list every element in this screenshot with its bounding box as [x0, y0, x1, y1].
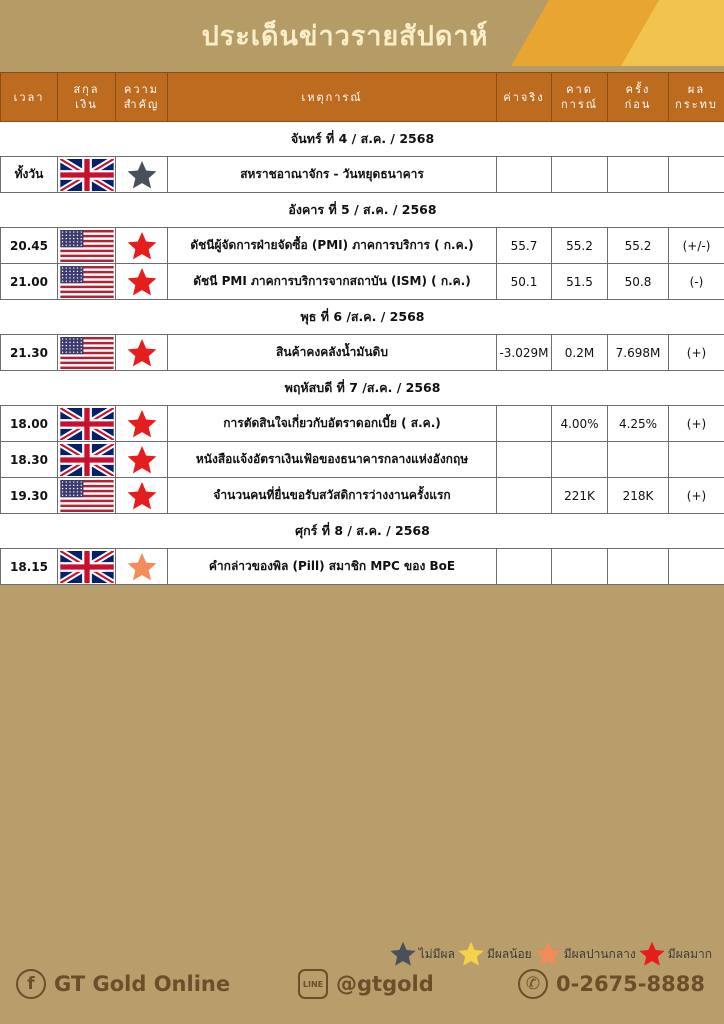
uk-flag-icon	[58, 406, 116, 442]
day-row	[1, 122, 724, 157]
actual-value: 55.7	[497, 228, 552, 264]
table-row	[1, 228, 724, 264]
forecast-value: 4.00%	[552, 406, 608, 442]
line-label: @gtgold	[336, 972, 434, 996]
previous-value	[608, 442, 669, 478]
actual-value	[497, 549, 552, 585]
day-label: จันทร์ ที่ 4 / ส.ค. / 2568	[1, 122, 724, 157]
importance-star-icon	[116, 228, 168, 264]
impact-value	[669, 157, 724, 193]
day-label: พุธ ที่ 6 /ส.ค. / 2568	[1, 300, 724, 335]
impact-value	[669, 442, 724, 478]
event-name: หนังสือแจ้งอัตราเงินเฟ้อของธนาคารกลางแห่งอังกฤษ	[168, 442, 497, 478]
event-name: สหราชอาณาจักร - วันหยุดธนาคาร	[168, 157, 497, 193]
previous-value: 55.2	[608, 228, 669, 264]
table-header-row	[1, 73, 724, 122]
facebook-icon: f	[16, 969, 46, 999]
facebook-contact[interactable]	[16, 969, 230, 999]
table-row	[1, 406, 724, 442]
uk-flag-icon	[58, 549, 116, 585]
event-time: ทั้งวัน	[1, 157, 58, 193]
column-header: ครั้ง ก่อน	[608, 73, 669, 122]
us-flag-icon	[58, 264, 116, 300]
day-row	[1, 514, 724, 549]
event-time: 19.30	[1, 478, 58, 514]
page-title: ประเด็นข่าวรายสัปดาห์	[201, 21, 489, 52]
event-name: คำกล่าวของพิล (Pill) สมาชิก MPC ของ BoE	[168, 549, 497, 585]
uk-flag-icon	[58, 157, 116, 193]
event-name: ดัชนีผู้จัดการฝ่ายจัดซื้อ (PMI) ภาคการบริการ ( ก.ค.)	[168, 228, 497, 264]
table-row	[1, 335, 724, 371]
legend-label: มีผลมาก	[667, 946, 712, 961]
previous-value: 218K	[608, 478, 669, 514]
impact-value: (-)	[669, 264, 724, 300]
importance-star-icon	[116, 442, 168, 478]
day-label: อังคาร ที่ 5 / ส.ค. / 2568	[1, 193, 724, 228]
table-row	[1, 549, 724, 585]
impact-value	[669, 549, 724, 585]
table-row	[1, 264, 724, 300]
forecast-value	[552, 549, 608, 585]
column-header: ค่าจริง	[497, 73, 552, 122]
forecast-value	[552, 442, 608, 478]
event-time: 20.45	[1, 228, 58, 264]
actual-value	[497, 406, 552, 442]
legend-label: มีผลน้อย	[486, 946, 532, 961]
forecast-value: 221K	[552, 478, 608, 514]
us-flag-icon	[58, 228, 116, 264]
phone-label: 0-2675-8888	[556, 972, 705, 996]
actual-value: 50.1	[497, 264, 552, 300]
column-header: เวลา	[1, 73, 58, 122]
day-row	[1, 371, 724, 406]
importance-star-icon	[116, 478, 168, 514]
column-header: เหตุการณ์	[168, 73, 497, 122]
previous-value: 4.25%	[608, 406, 669, 442]
table-row	[1, 442, 724, 478]
column-header: ผล กระทบ	[669, 73, 724, 122]
economic-calendar-table	[0, 72, 724, 585]
actual-value	[497, 478, 552, 514]
impact-value: (+)	[669, 335, 724, 371]
previous-value: 50.8	[608, 264, 669, 300]
event-time: 18.00	[1, 406, 58, 442]
event-name: สินค้าคงคลังน้ำมันดิบ	[168, 335, 497, 371]
event-name: จำนวนคนที่ยื่นขอรับสวัสดิการว่างงานครั้งแรก	[168, 478, 497, 514]
previous-value: 7.698M	[608, 335, 669, 371]
impact-value: (+)	[669, 406, 724, 442]
day-label: พฤหัสบดี ที่ 7 /ส.ค. / 2568	[1, 371, 724, 406]
title-bar	[0, 0, 724, 72]
event-time: 21.30	[1, 335, 58, 371]
line-icon: LINE	[298, 969, 328, 999]
importance-star-icon	[116, 549, 168, 585]
event-time: 18.30	[1, 442, 58, 478]
phone-contact[interactable]	[518, 969, 705, 999]
actual-value: -3.029M	[497, 335, 552, 371]
actual-value	[497, 157, 552, 193]
forecast-value: 0.2M	[552, 335, 608, 371]
event-time: 21.00	[1, 264, 58, 300]
day-label: ศุกร์ ที่ 8 / ส.ค. / 2568	[1, 514, 724, 549]
us-flag-icon	[58, 478, 116, 514]
event-name: ดัชนี PMI ภาคการบริการจากสถาบัน (ISM) ( ก.ค.)	[168, 264, 497, 300]
forecast-value	[552, 157, 608, 193]
importance-star-icon	[116, 406, 168, 442]
footer	[0, 962, 724, 1012]
event-time: 18.15	[1, 549, 58, 585]
actual-value	[497, 442, 552, 478]
day-row	[1, 300, 724, 335]
column-header: คาด การณ์	[552, 73, 608, 122]
column-header: ความ สำคัญ	[116, 73, 168, 122]
legend-label: มีผลปานกลาง	[563, 946, 636, 961]
table-body	[1, 122, 724, 585]
table-row	[1, 478, 724, 514]
previous-value	[608, 549, 669, 585]
us-flag-icon	[58, 335, 116, 371]
legend-label: ไม่มีผล	[418, 946, 455, 961]
table-row	[1, 157, 724, 193]
previous-value	[608, 157, 669, 193]
phone-icon: ✆	[518, 969, 548, 999]
day-row	[1, 193, 724, 228]
impact-value: (+/-)	[669, 228, 724, 264]
importance-star-icon	[116, 264, 168, 300]
facebook-label: GT Gold Online	[54, 972, 231, 996]
column-header: สกุล เงิน	[58, 73, 116, 122]
forecast-value: 55.2	[552, 228, 608, 264]
event-name: การตัดสินใจเกี่ยวกับอัตราดอกเบี้ย ( ส.ค.)	[168, 406, 497, 442]
line-contact[interactable]	[298, 969, 434, 999]
impact-value: (+)	[669, 478, 724, 514]
uk-flag-icon	[58, 442, 116, 478]
importance-star-icon	[116, 157, 168, 193]
forecast-value: 51.5	[552, 264, 608, 300]
importance-star-icon	[116, 335, 168, 371]
